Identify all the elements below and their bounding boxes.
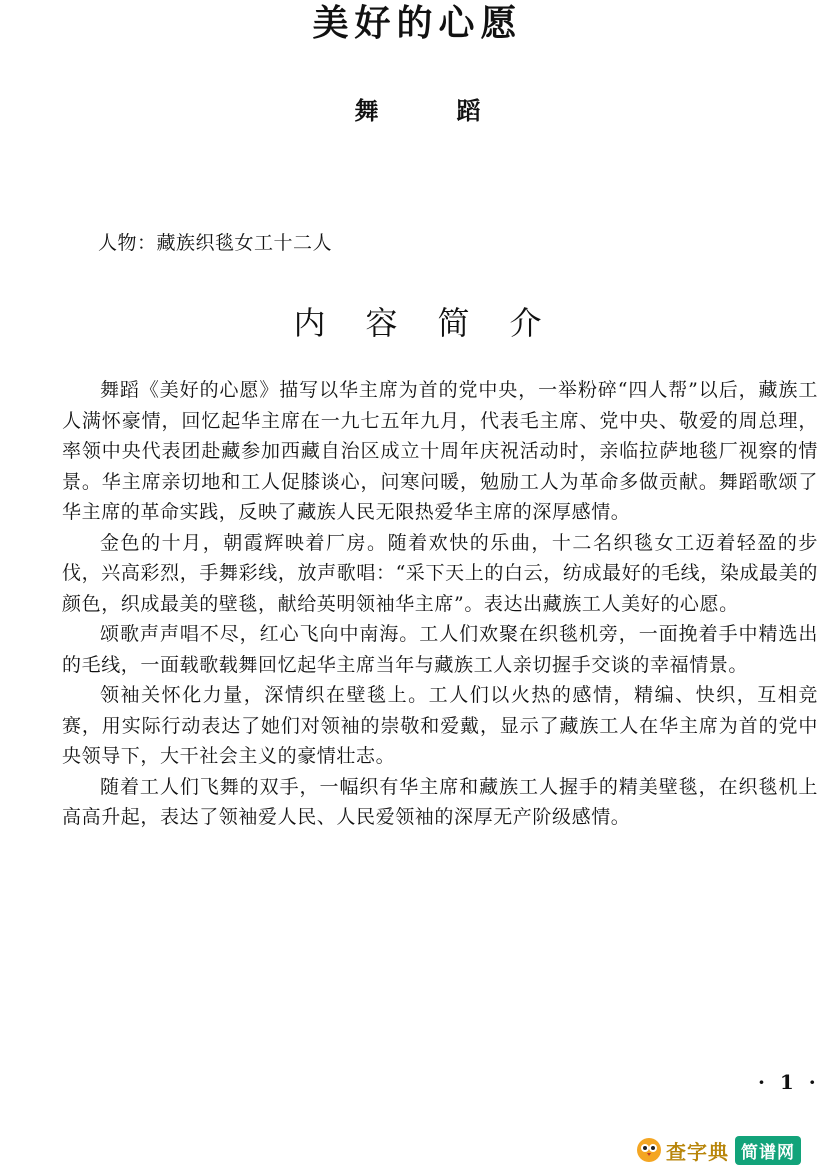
- owl-logo-icon: [636, 1137, 662, 1163]
- watermark[interactable]: [636, 1134, 832, 1166]
- paragraph: 颂歌声声唱不尽，红心飞向中南海。工人们欢聚在织毯机旁，一面挽着手中精选出的毛线，一面载歌载舞回忆起华主席当年与藏族工人亲切握手交谈的幸福情景。: [62, 623, 818, 676]
- characters-line: 人物：藏族织毯女工十二人: [98, 232, 333, 254]
- paragraph: 领袖关怀化力量，深情织在壁毯上。工人们以火热的感情，精编、快织，互相竞赛，用实际行动表达了她们对领袖的崇敬和爱戴，显示了藏族工人在华主席为首的党中央领导下，大干社会主义的豪情壮志。: [62, 684, 818, 767]
- paragraph: 金色的十月，朝霞辉映着厂房。随着欢快的乐曲，十二名织毯女工迈着轻盈的步伐，兴高彩烈，手舞彩线，放声歌唱：“采下天上的白云，纺成最好的毛线，染成最美的颜色，织成最美的壁毯，献给英明领袖华主席”。表达出藏族工人美好的心愿。: [62, 531, 818, 615]
- page-number: · 1 ·: [758, 1070, 820, 1094]
- watermark-site-name: 查字典: [666, 1139, 729, 1164]
- synopsis-body: [62, 375, 818, 833]
- paragraph: 随着工人们飞舞的双手，一幅织有华主席和藏族工人握手的精美壁毯，在织毯机上高高升起，表达了领袖爱人民、人民爱领袖的深厚无产阶级感情。: [62, 775, 818, 828]
- genre-char-2: 蹈: [456, 97, 481, 125]
- page-title: 美好的心愿: [312, 3, 523, 44]
- genre-char-1: 舞: [354, 97, 379, 125]
- watermark-badge: 简谱网: [735, 1136, 801, 1165]
- section-heading: 内容简介: [293, 304, 582, 342]
- genre-heading: [0, 96, 835, 126]
- paragraph: 舞蹈《美好的心愿》描写以华主席为首的党中央，一举粉碎“四人帮”以后，藏族工人满怀豪情，回忆起华主席在一九七五年九月，代表毛主席、党中央、敬爱的周总理，率领中央代表团赴藏参加西藏自治区成立十周年庆祝活动时，亲临拉萨地毯厂视察的情景。华主席亲切地和工人促膝谈心，问寒问暖，勉励工人为革命多做贡献。舞蹈歌颂了华主席的革命实践，反映了藏族人民无限热爱华主席的深厚感情。: [62, 379, 818, 523]
